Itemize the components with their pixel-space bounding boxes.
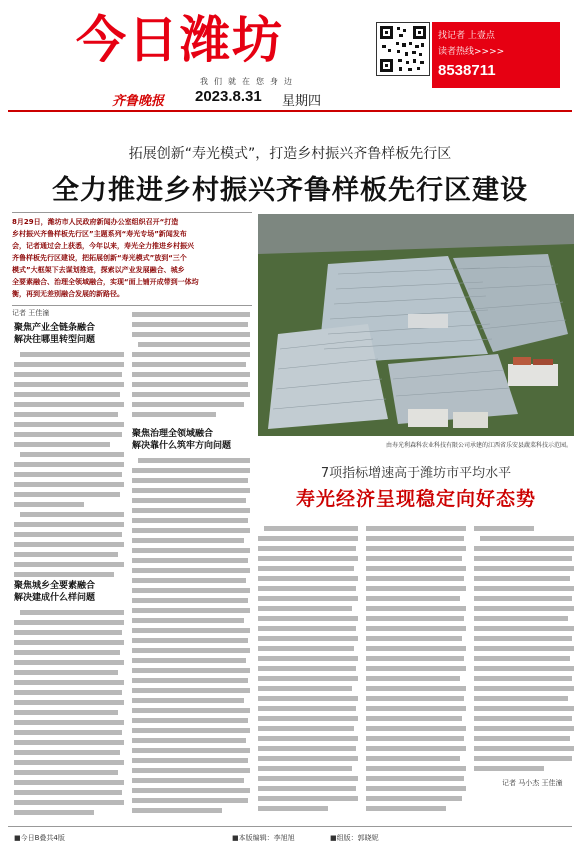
column-2-body (132, 310, 250, 422)
column-1b-text-lines (14, 608, 124, 818)
masthead-logo: 今日潍坊 (76, 11, 284, 69)
contact-line-hotline: 读者热线>>>> (438, 47, 505, 57)
lead-author: 记者 王佳潼 (12, 309, 50, 317)
second-column-3-text-lines (474, 524, 574, 774)
qr-code-icon[interactable] (376, 22, 430, 76)
column-2b-text-lines (132, 456, 250, 818)
subhead-governance (132, 428, 250, 452)
paper-logo: 齐鲁晚报 (112, 94, 165, 109)
second-column-3 (474, 524, 574, 774)
lead-kicker: 拓展创新“寿光模式”，打造乡村振兴齐鲁样板先行区 (128, 146, 452, 162)
second-column-2 (366, 524, 466, 814)
second-column-1 (258, 524, 358, 814)
lead-line: 模式”大框架下去谋划推进，探索以产业发展融合、城乡 (12, 266, 185, 274)
lead-line: 齐鲁样板先行区建设，把拓展创新“寿光模式”放到“三个 (12, 254, 187, 262)
second-byline: 记者 马小杰 王佳潼 (502, 779, 563, 787)
column-1-text-lines (14, 350, 124, 578)
lead-line: 全要素融合、治理全领域融合，实现“面上铺开成带到一体均 (12, 278, 199, 286)
footer-rule (8, 826, 572, 827)
subhead-industry (14, 322, 124, 346)
lead-headline[interactable]: 全力推进乡村振兴齐鲁样板先行区建设 (52, 175, 528, 206)
lead-summary (12, 212, 252, 306)
greenhouse-photo[interactable] (258, 214, 574, 436)
masthead-rule (8, 110, 572, 112)
contact-line-reporter: 找记者 上壹点 (438, 31, 495, 41)
footer-pages: ■今日B叠共4版 (14, 834, 65, 842)
reader-contact-box (432, 22, 560, 88)
photo-caption: 由寿光利森科农业科技有限公司承建的江西省乐安县蔬菜科技示范园。 (385, 442, 572, 449)
issue-date: 2023.8.31 (195, 88, 262, 105)
issue-weekday: 星期四 (282, 94, 322, 109)
second-headline[interactable]: 寿光经济呈现稳定向好态势 (295, 488, 536, 510)
column-1b-body (14, 608, 124, 818)
column-1-body (14, 350, 124, 578)
column-2b-body (132, 456, 250, 818)
lead-line: 会，记者通过会上获悉，今年以来，寿光全力推进乡村振兴 (12, 242, 194, 250)
second-column-1-text-lines (258, 524, 358, 814)
subhead-industry-text: 聚焦产业全链条融合 解决往哪里转型问题 (14, 323, 96, 345)
lead-line: 乡村振兴齐鲁样板先行区”主题系列“寿光专场”新闻发布 (12, 230, 187, 238)
masthead-slogan: 我们就在您身边 (200, 77, 298, 86)
contact-phone[interactable]: 8538711 (438, 62, 496, 79)
lead-line: 8月29日，潍坊市人民政府新闻办公室组织召开“打造 (12, 218, 179, 226)
lead-line: 衡，再到无差别融合发展的新路径。 (12, 290, 124, 298)
second-kicker: 7项指标增速高于潍坊市平均水平 (320, 466, 512, 481)
second-column-2-text-lines (366, 524, 466, 814)
footer-designer: ■组版：郭晓妮 (330, 834, 379, 842)
subhead-urban-rural (14, 580, 124, 604)
subhead-governance-text: 聚焦治理全领域融合 解决靠什么筑牢方向问题 (132, 429, 232, 451)
subhead-urban-rural-text: 聚焦城乡全要素融合 解决建成什么样问题 (14, 581, 96, 603)
footer-editor: ■本版编辑：李旭旭 (232, 834, 295, 842)
column-2-text-lines (132, 310, 250, 422)
